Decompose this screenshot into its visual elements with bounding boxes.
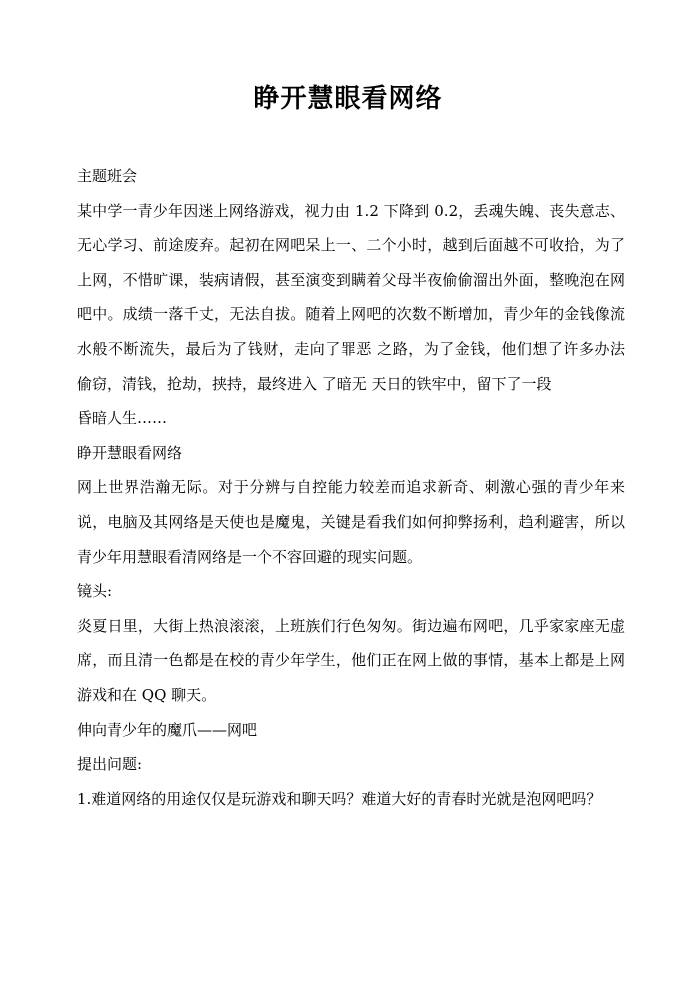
question-item-1: 1.难道网络的用途仅仅是玩游戏和聊天吗？难道大好的青春时光就是泡网吧吗？ [77,789,602,808]
section-heading-open-eyes: 睁开慧眼看网络 [77,443,183,462]
section-heading-questions: 提出问题: [77,755,143,774]
document-body [77,159,625,816]
paragraph-online-world: 网上世界浩瀚无际。对于分辨与自控能力较差而追求新奇、刺激心强的青少年来说，电脑及其网络是天使也是魔鬼，关键是看我们如何抑弊扬利，趋利避害，所以青少年用慧眼看清网络是一个不容回避的现实问题。 [77,478,625,566]
section-heading-scene: 镜头: [77,582,113,601]
paragraph-summer-scene: 炎夏日里，大街上热浪滚滚，上班族们行色匆匆。街边遍布网吧，几乎家家座无虚席，而且清一色都是在校的青少年学生，他们正在网上做的事情，基本上都是上网游戏和在 QQ 聊天。 [77,616,625,704]
page-title: 睁开慧眼看网络 [253,84,443,114]
section-heading-internet-cafe: 伸向青少年的魔爪——网吧 [77,720,258,739]
paragraph-story-end: 昏暗人生…… [77,409,168,428]
paragraph-class-meeting-label: 主题班会 [77,167,138,185]
paragraph-story: 某中学一青少年因迷上网络游戏，视力由 1.2 下降到 0.2，丢魂失魄、丧失意志、无心学习、前途废弃。起初在网吧呆上一、二个小时，越到后面越不可收拾，为了上网，不惜旷课，装病请假，甚至演变到瞒着父母半夜偷偷溜出外面，整晚泡在网吧中。成绩一落千丈，无法自拔。随着上网吧的次数不断增加，青少年的金钱像流水般不断流失，最后为了钱财，走向了罪恶 之路，为了金钱，他们想了许多办法 偷窃，清钱，抢劫，挟持，最终进入 了暗无 天日的铁牢中，留下了一段 [77,201,625,393]
